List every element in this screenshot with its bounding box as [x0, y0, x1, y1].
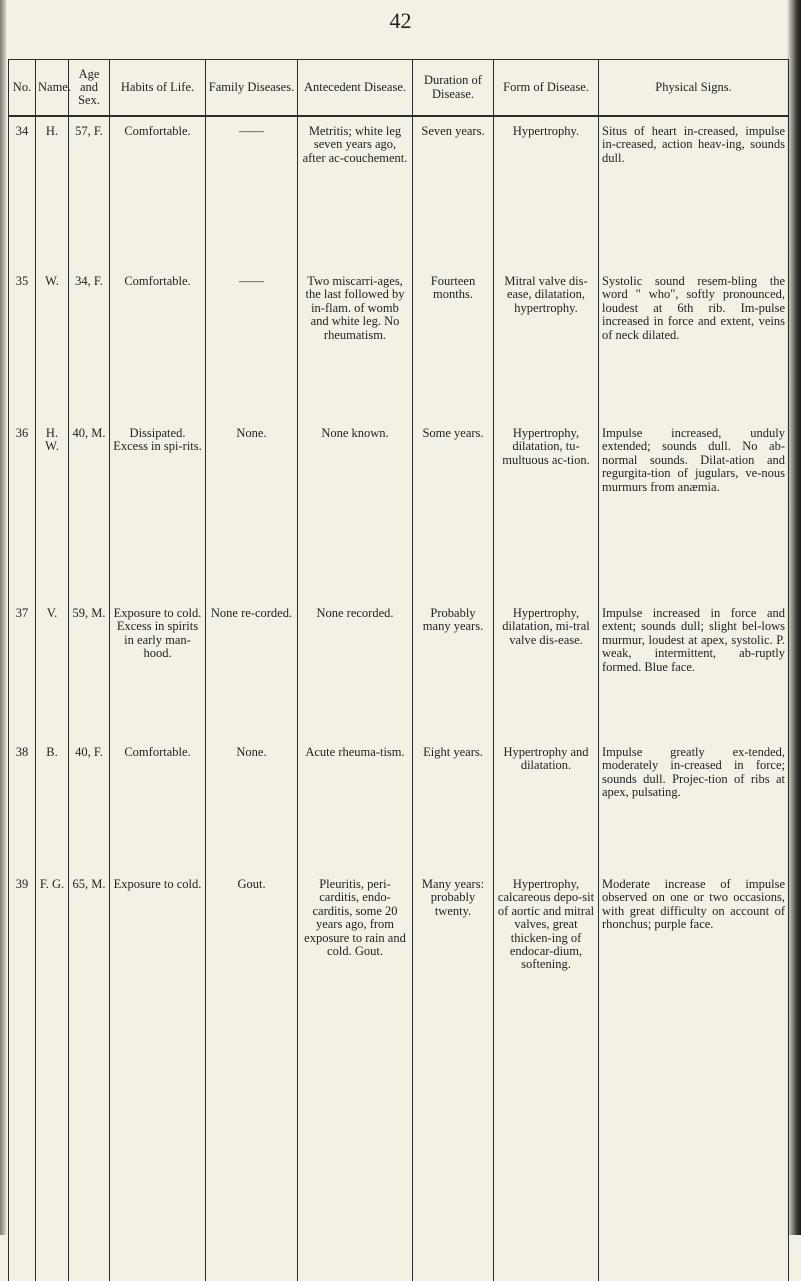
table-row: [9, 419, 789, 599]
cell-form: Hypertrophy.: [494, 116, 599, 267]
header-age-sex: Age and Sex.: [69, 60, 110, 117]
table-row: [9, 870, 789, 1281]
cell-duration: Seven years.: [413, 116, 494, 267]
cell-family: None.: [206, 738, 298, 870]
header-duration: Duration of Disease.: [413, 60, 494, 117]
cell-name: F. G.: [36, 870, 69, 1281]
cell-age-sex: 40, F.: [69, 738, 110, 870]
cell-form: Hypertrophy, calcareous depo-sit of aortic and mitral valves, great thicken-ing of endocar-dium, softening.: [494, 870, 599, 1281]
cell-habits: Comfortable.: [110, 738, 206, 870]
cell-family: Gout.: [206, 870, 298, 1281]
cell-antecedent: Two miscarri-ages, the last followed by in-flam. of womb and white leg. No rheumatism.: [298, 267, 413, 419]
header-name: Name.: [36, 60, 69, 117]
cell-family: ——: [206, 116, 298, 267]
cell-no: 35: [9, 267, 36, 419]
cell-form: Hypertrophy and dilatation.: [494, 738, 599, 870]
table-row: [9, 116, 789, 267]
cell-form: Mitral valve dis-ease, dilatation, hypertrophy.: [494, 267, 599, 419]
cell-signs: Impulse increased, unduly extended; sounds dull. No ab-normal sounds. Dilat-ation and regurgita-tion of jugulars, ve-nous murmurs from anæmia.: [599, 419, 789, 599]
cell-name: W.: [36, 267, 69, 419]
cell-age-sex: 59, M.: [69, 599, 110, 738]
cell-form: Hypertrophy, dilatation, tu-multuous ac-tion.: [494, 419, 599, 599]
header-antecedent: Antecedent Disease.: [298, 60, 413, 117]
case-table: [8, 59, 789, 1281]
cell-name: H. W.: [36, 419, 69, 599]
cell-antecedent: None recorded.: [298, 599, 413, 738]
cell-habits: Comfortable.: [110, 116, 206, 267]
cell-signs: Moderate increase of impulse observed on one or two occasions, with great difficulty on account of rhonchus; purple face.: [599, 870, 789, 1281]
cell-no: 38: [9, 738, 36, 870]
cell-form: Hypertrophy, dilatation, mi-tral valve dis-ease.: [494, 599, 599, 738]
cell-signs: Systolic sound resem-bling the word " who", softly pronounced, loudest at 6th rib. Im-pulse increased in force and extent, veins of neck dilated.: [599, 267, 789, 419]
cell-duration: Some years.: [413, 419, 494, 599]
header-signs: Physical Signs.: [599, 60, 789, 117]
cell-family: ——: [206, 267, 298, 419]
cell-duration: Probably many years.: [413, 599, 494, 738]
cell-no: 39: [9, 870, 36, 1281]
table-row: [9, 599, 789, 738]
cell-family: None.: [206, 419, 298, 599]
cell-name: V.: [36, 599, 69, 738]
cell-age-sex: 65, M.: [69, 870, 110, 1281]
page-edge-shadow: [787, 0, 801, 1235]
cell-duration: Fourteen months.: [413, 267, 494, 419]
table-row: [9, 267, 789, 419]
cell-habits: Exposure to cold. Excess in spirits in early man-hood.: [110, 599, 206, 738]
book-spine-shadow: [0, 0, 6, 1235]
cell-antecedent: Acute rheuma-tism.: [298, 738, 413, 870]
header-no: No.: [9, 60, 36, 117]
cell-age-sex: 57, F.: [69, 116, 110, 267]
cell-no: 36: [9, 419, 36, 599]
cell-habits: Comfortable.: [110, 267, 206, 419]
cell-name: H.: [36, 116, 69, 267]
cell-name: B.: [36, 738, 69, 870]
cell-age-sex: 34, F.: [69, 267, 110, 419]
cell-antecedent: Metritis; white leg seven years ago, after ac-couchement.: [298, 116, 413, 267]
cell-duration: Eight years.: [413, 738, 494, 870]
header-form: Form of Disease.: [494, 60, 599, 117]
cell-family: None re-corded.: [206, 599, 298, 738]
cell-signs: Situs of heart in-creased, impulse in-creased, action heav-ing, sounds dull.: [599, 116, 789, 267]
cell-habits: Exposure to cold.: [110, 870, 206, 1281]
cell-habits: Dissipated. Excess in spi-rits.: [110, 419, 206, 599]
cell-antecedent: Pleuritis, peri-carditis, endo-carditis, some 20 years ago, from exposure to rain and cold. Gout.: [298, 870, 413, 1281]
cell-duration: Many years: probably twenty.: [413, 870, 494, 1281]
cell-signs: Impulse increased in force and extent; sounds dull; slight bel-lows murmur, loudest at apex, systolic. P. weak, intermittent, ab-ruptly formed. Blue face.: [599, 599, 789, 738]
cell-no: 34: [9, 116, 36, 267]
table-row: [9, 738, 789, 870]
header-habits: Habits of Life.: [110, 60, 206, 117]
cell-age-sex: 40, M.: [69, 419, 110, 599]
header-row: [9, 60, 789, 117]
page-number: 42: [389, 8, 412, 33]
cell-no: 37: [9, 599, 36, 738]
header-family: Family Diseases.: [206, 60, 298, 117]
cell-antecedent: None known.: [298, 419, 413, 599]
cell-signs: Impulse greatly ex-tended, moderately in-creased in force; sounds dull. Projec-tion of ribs at apex, pulsating.: [599, 738, 789, 870]
